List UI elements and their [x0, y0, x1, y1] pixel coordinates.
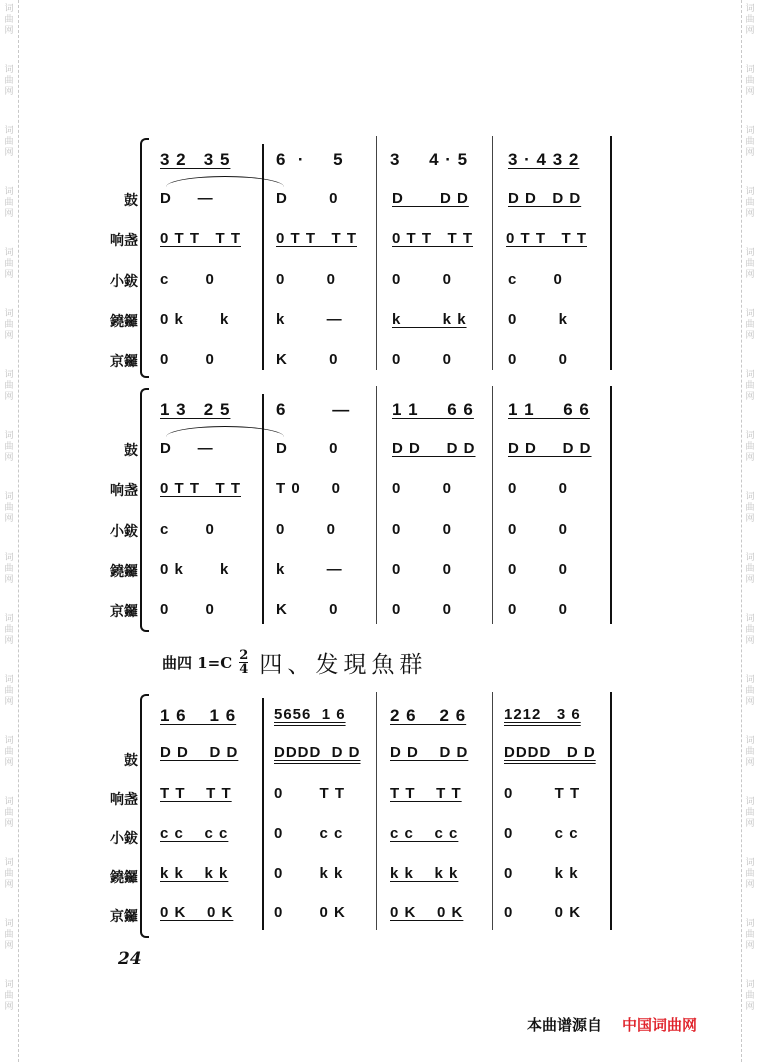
drum-measure: D D D D [160, 744, 239, 761]
barline-end [610, 136, 612, 370]
instrument-label-drum: 鼓 [124, 193, 138, 209]
melody-measure: 1 1 6 6 [392, 400, 474, 419]
watermark-text: 词 曲 网 [4, 858, 14, 890]
watermark-text: 词 曲 网 [4, 65, 14, 97]
watermark-text: 词 曲 网 [4, 309, 14, 341]
key-signature-label: 曲四 1=C [162, 654, 233, 672]
naoluo-measure: 0 k k [160, 311, 230, 328]
xiangzhan-measure: 0 0 [508, 480, 569, 497]
jingluo-measure: 0 K 0 K [160, 904, 234, 921]
watermark-text: 词 曲 网 [4, 4, 14, 36]
instrument-label-xiaobo: 小鈸 [110, 831, 138, 847]
xiaobo-measure: 0 0 [392, 521, 453, 538]
instrument-label-xiangzhan: 响盏 [110, 792, 138, 808]
watermark-text: 词 曲 网 [4, 980, 14, 1012]
xiaobo-measure: 0 0 [508, 521, 569, 538]
naoluo-measure: k k k [392, 311, 467, 328]
xiangzhan-measure: 0 T T [504, 785, 581, 802]
xiaobo-measure: c 0 [160, 521, 215, 538]
instrument-label-xiaobo: 小鈸 [110, 524, 138, 540]
source-prefix: 本曲谱源自 [527, 1016, 603, 1034]
melody-measure: 1 6 1 6 [160, 706, 237, 725]
barline-end [610, 692, 612, 930]
melody-measure: 3 · 4 3 2 [508, 150, 580, 169]
xiaobo-measure: c 0 [508, 271, 563, 288]
system-brace [140, 694, 149, 938]
drum-measure: D 0 [276, 440, 339, 457]
score-system-3 [0, 688, 760, 936]
system-brace [140, 388, 149, 632]
barline [492, 692, 493, 930]
drum-measure: DDDD D D [274, 744, 361, 761]
xiangzhan-measure: T 0 0 [276, 480, 342, 497]
watermark-text: 词 曲 网 [4, 126, 14, 158]
watermark-text: 词 曲 网 [745, 675, 755, 707]
jingluo-measure: 0 0 [508, 351, 569, 368]
watermark-text: 词 曲 网 [745, 614, 755, 646]
jingluo-measure: 0 0 K [504, 904, 582, 921]
drum-measure: D 0 [276, 190, 339, 207]
xiaobo-measure: c c c c [390, 825, 459, 842]
watermark-text: 词 曲 网 [745, 553, 755, 585]
jingluo-measure: K 0 [276, 601, 339, 618]
instrument-label-jingluo: 京鑼 [110, 354, 138, 370]
watermark-text: 词 曲 网 [745, 431, 755, 463]
watermark-text: 词 曲 网 [4, 187, 14, 219]
instrument-label-naoluo: 鐃鑼 [110, 870, 138, 886]
score-system-1 [0, 130, 760, 375]
source-attribution [527, 1014, 697, 1035]
xiangzhan-measure: 0 T T T T [506, 230, 587, 247]
xiaobo-measure: 0 0 [392, 271, 453, 288]
drum-measure: D — [160, 440, 214, 457]
watermark-text: 词 曲 网 [4, 675, 14, 707]
instrument-label-xiangzhan: 响盏 [110, 483, 138, 499]
naoluo-measure: 0 0 [508, 561, 569, 578]
watermark-text: 词 曲 网 [745, 126, 755, 158]
jingluo-measure: 0 0 K [274, 904, 346, 921]
watermark-text: 词 曲 网 [4, 431, 14, 463]
section-title-text: 四、发現魚群 [259, 652, 428, 678]
instrument-label-drum: 鼓 [124, 753, 138, 769]
barline [376, 386, 377, 624]
watermark-text: 词 曲 网 [4, 248, 14, 280]
drum-measure: D D D D [390, 744, 469, 761]
jingluo-measure: 0 0 [508, 601, 569, 618]
drum-measure: D D D D [392, 440, 476, 457]
watermark-text: 词 曲 网 [4, 614, 14, 646]
xiaobo-measure: 0 0 [276, 271, 337, 288]
time-signature-top: 2 [239, 648, 249, 663]
watermark-text: 词 曲 网 [745, 919, 755, 951]
barline-end [610, 386, 612, 624]
xiangzhan-measure: 0 T T T T [160, 230, 241, 247]
watermark-text: 词 曲 网 [4, 492, 14, 524]
jingluo-measure: 0 K 0 K [390, 904, 464, 921]
naoluo-measure: 0 0 [392, 561, 453, 578]
score-system-2 [0, 380, 760, 628]
naoluo-measure: k k k k [160, 865, 229, 882]
melody-measure: 3 4 · 5 [390, 150, 469, 169]
instrument-label-xiangzhan: 响盏 [110, 233, 138, 249]
xiangzhan-measure: 0 T T [274, 785, 346, 802]
xiaobo-measure: 0 c c [504, 825, 579, 842]
xiangzhan-measure: 0 T T T T [276, 230, 357, 247]
barline [492, 386, 493, 624]
tie-slur [166, 426, 284, 437]
watermark-text: 词 曲 网 [4, 919, 14, 951]
barline [262, 698, 264, 930]
melody-measure: 2 6 2 6 [390, 706, 467, 725]
melody-measure: 1212 3 6 [504, 706, 581, 723]
watermark-text: 词 曲 网 [4, 797, 14, 829]
watermark-text: 词 曲 网 [745, 309, 755, 341]
melody-measure: 3 2 3 5 [160, 150, 231, 169]
watermark-text: 词 曲 网 [745, 187, 755, 219]
instrument-label-drum: 鼓 [124, 443, 138, 459]
tie-slur [166, 176, 284, 187]
naoluo-measure: 0 k [508, 311, 569, 328]
drum-measure: D — [160, 190, 214, 207]
xiangzhan-measure: 0 0 [392, 480, 453, 497]
melody-measure: 1 3 2 5 [160, 400, 231, 419]
instrument-label-jingluo: 京鑼 [110, 604, 138, 620]
xiaobo-measure: 0 0 [276, 521, 337, 538]
naoluo-measure: k k k k [390, 865, 459, 882]
xiaobo-measure: c c c c [160, 825, 229, 842]
system-brace [140, 138, 149, 378]
watermark-text: 词 曲 网 [745, 736, 755, 768]
page-number: 24 [118, 949, 142, 969]
drum-measure: D D D [392, 190, 469, 207]
watermark-text: 词 曲 网 [745, 858, 755, 890]
watermark-text: 词 曲 网 [745, 370, 755, 402]
xiangzhan-measure: T T T T [390, 785, 462, 802]
watermark-text: 词 曲 网 [745, 797, 755, 829]
jingluo-measure: K 0 [276, 351, 339, 368]
watermark-text: 词 曲 网 [745, 980, 755, 1012]
xiangzhan-measure: 0 T T T T [160, 480, 241, 497]
naoluo-measure: k — [276, 561, 343, 578]
jingluo-measure: 0 0 [160, 601, 215, 618]
melody-measure: 6 · 5 [276, 150, 344, 169]
section-title [162, 646, 427, 679]
naoluo-measure: k — [276, 311, 343, 328]
instrument-label-naoluo: 鐃鑼 [110, 564, 138, 580]
instrument-label-jingluo: 京鑼 [110, 909, 138, 925]
barline [376, 692, 377, 930]
jingluo-measure: 0 0 [160, 351, 215, 368]
instrument-label-xiaobo: 小鈸 [110, 274, 138, 290]
barline [376, 136, 377, 370]
drum-measure: DDDD D D [504, 744, 596, 761]
watermark-text: 词 曲 网 [4, 370, 14, 402]
melody-measure: 5656 1 6 [274, 706, 346, 723]
time-signature [239, 649, 248, 676]
melody-measure: 1 1 6 6 [508, 400, 590, 419]
time-signature-bottom: 4 [239, 662, 249, 677]
watermark-text: 词 曲 网 [745, 492, 755, 524]
naoluo-measure: 0 k k [160, 561, 230, 578]
melody-measure: 6 — [276, 400, 351, 419]
xiangzhan-measure: 0 T T T T [392, 230, 473, 247]
watermark-text: 词 曲 网 [4, 553, 14, 585]
drum-measure: D D D D [508, 190, 582, 207]
watermark-text: 词 曲 网 [4, 736, 14, 768]
watermark-text: 词 曲 网 [745, 4, 755, 36]
jingluo-measure: 0 0 [392, 351, 453, 368]
xiaobo-measure: 0 c c [274, 825, 344, 842]
watermark-text: 词 曲 网 [745, 248, 755, 280]
watermark-text: 词 曲 网 [745, 65, 755, 97]
source-site-link[interactable]: 中国词曲网 [622, 1016, 698, 1034]
xiaobo-measure: c 0 [160, 271, 215, 288]
jingluo-measure: 0 0 [392, 601, 453, 618]
xiangzhan-measure: T T T T [160, 785, 232, 802]
naoluo-measure: 0 k k [504, 865, 579, 882]
instrument-label-naoluo: 鐃鑼 [110, 314, 138, 330]
barline [492, 136, 493, 370]
drum-measure: D D D D [508, 440, 592, 457]
naoluo-measure: 0 k k [274, 865, 344, 882]
